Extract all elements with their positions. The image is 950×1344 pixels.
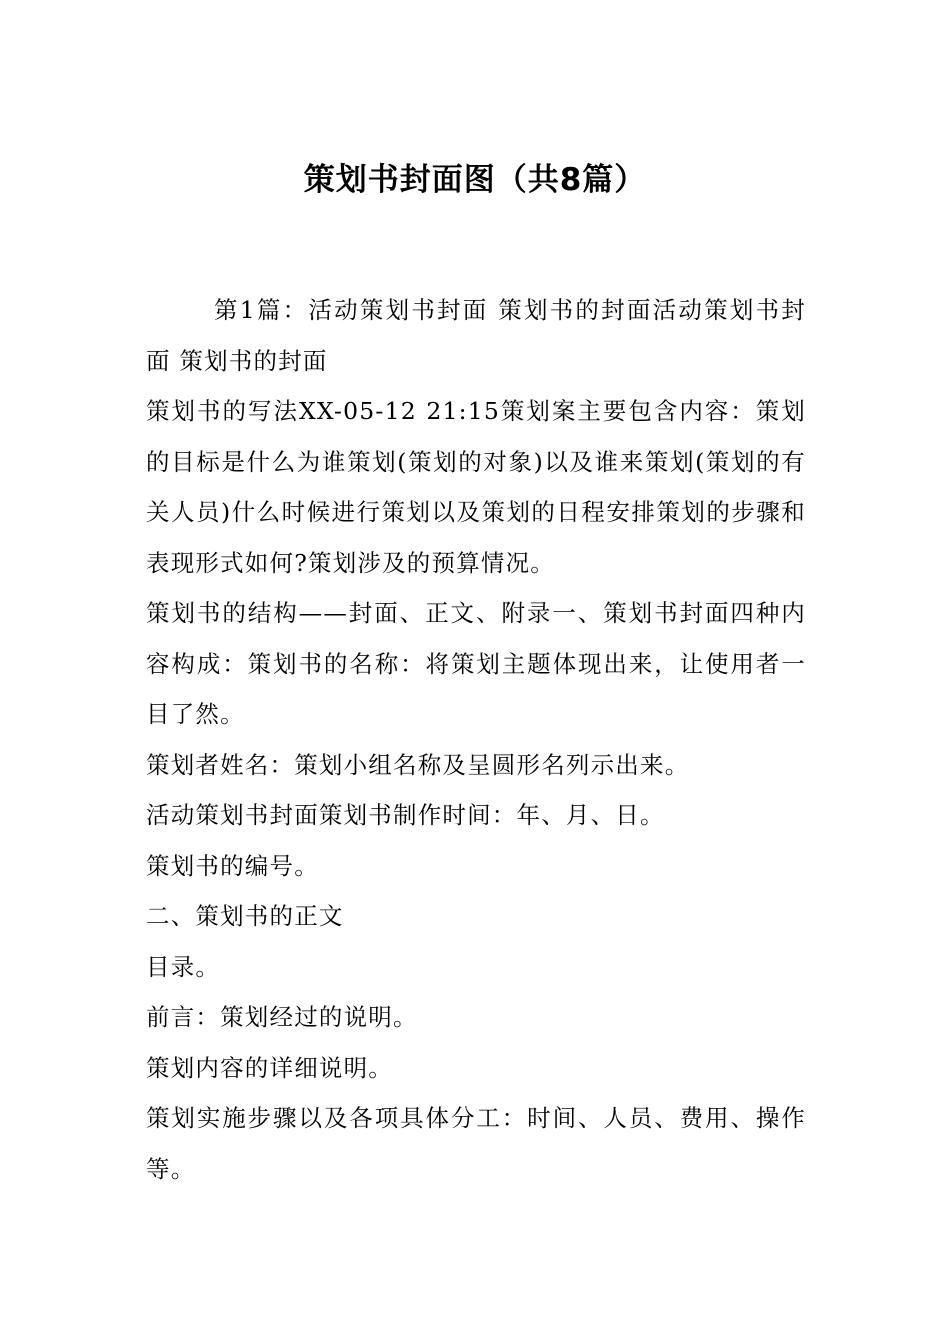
paragraph-planner-name: 策划者姓名：策划小组名称及呈圆形名列示出来。 — [146, 750, 690, 779]
document-body — [146, 285, 806, 1194]
paragraph-chapter-heading: 第1篇：活动策划书封面 策划书的封面活动策划书封面 策划书的封面 — [146, 296, 806, 375]
paragraph-production-time: 活动策划书封面策划书制作时间：年、月、日。 — [146, 801, 665, 829]
paragraph-structure: 策划书的结构——封面、正文、附录一、策划书封面四种内容构成：策划书的名称：将策划主题体现出来，让使用者一目了然。 — [146, 599, 806, 728]
paragraph-number: 策划书的编号。 — [146, 851, 319, 880]
paragraph-details: 策划内容的详细说明。 — [146, 1053, 393, 1082]
paragraph-writing-method: 策划书的写法XX-05-12 21:15策划案主要包含内容：策划的目标是什么为谁策划(策划的对象)以及谁来策划(策划的有关人员)什么时候进行策划以及策划的日程安排策划的步骤和表现形式如何?策划涉及的预算情况。 — [146, 397, 806, 577]
paragraph-implementation: 策划实施步骤以及各项具体分工：时间、人员、费用、操作等。 — [146, 1104, 806, 1183]
paragraph-body-section-heading: 二、策划书的正文 — [146, 902, 344, 930]
paragraph-contents: 目录。 — [146, 952, 221, 981]
document-title: 策划书封面图（共8篇） — [303, 162, 647, 198]
paragraph-preface: 前言：策划经过的说明。 — [146, 1003, 418, 1031]
